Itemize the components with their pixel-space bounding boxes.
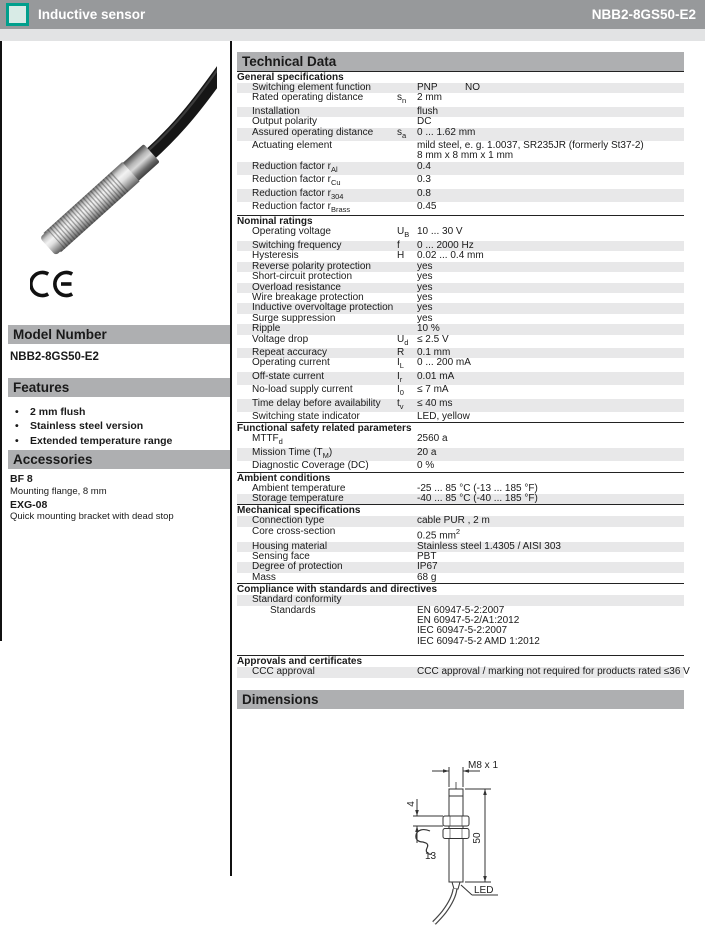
row-label: Ambient temperature bbox=[252, 482, 346, 494]
accessory-description: Quick mounting bracket with dead stop bbox=[10, 511, 174, 522]
table-row bbox=[237, 372, 684, 385]
row-value: 20 a bbox=[417, 446, 437, 458]
row-label: Reduction factor $r_{Brass}$ bbox=[252, 201, 351, 215]
row-label: Degree of protection bbox=[252, 561, 343, 573]
row-label: Output polarity bbox=[252, 116, 318, 128]
row-label: Reduction factor $r_{Al}$ bbox=[252, 160, 338, 174]
row-symbol bbox=[397, 202, 417, 215]
brand-square-icon bbox=[6, 3, 29, 26]
dim-nut-width-label: 4 bbox=[406, 800, 417, 807]
row-value: ≤ 2.5 V bbox=[417, 333, 449, 345]
row-label: $MTTF_d$ bbox=[252, 433, 283, 447]
table-row bbox=[237, 358, 684, 371]
row-value: 2 mm bbox=[417, 92, 442, 104]
row-label: CCC approval bbox=[252, 666, 315, 678]
row-symbol: $I_r$ bbox=[397, 370, 403, 384]
header-model-number: NBB2-8GS50-E2 bbox=[591, 7, 696, 22]
row-value: yes bbox=[417, 291, 433, 303]
row-label: Assured operating distance bbox=[252, 126, 374, 138]
row-label: Core cross-section bbox=[252, 525, 336, 537]
row-symbol: $I_0$ bbox=[397, 384, 404, 398]
row-label: Hysteresis bbox=[252, 250, 299, 262]
table-row bbox=[237, 175, 684, 188]
row-label: Mission Time $(T_M)$ bbox=[252, 446, 333, 460]
table-row bbox=[237, 189, 684, 202]
row-value: PNP NO bbox=[417, 82, 480, 93]
row-value: 0.01 mA bbox=[417, 370, 455, 382]
row-value: CCC approval / marking not required for products rated ≤36 V bbox=[417, 666, 690, 678]
accessory-description: Mounting flange, 8 mm bbox=[10, 485, 107, 497]
table-row bbox=[237, 434, 684, 447]
dimension-drawing bbox=[377, 739, 597, 925]
table-section-header: Mechanical specifications bbox=[237, 504, 684, 516]
row-label: Reduction factor $r_{304}$ bbox=[252, 187, 344, 201]
row-symbol: f bbox=[397, 239, 400, 251]
row-value: flush bbox=[417, 105, 439, 117]
row-label: Reverse polarity protection bbox=[252, 260, 371, 272]
row-value: 0.45 bbox=[417, 201, 437, 213]
row-label: Inductive overvoltage protection bbox=[252, 302, 394, 314]
row-value: 10 ... 30 V bbox=[417, 226, 463, 238]
table-row bbox=[237, 272, 684, 282]
row-symbol bbox=[397, 516, 417, 526]
left-edge-line bbox=[0, 41, 2, 641]
dimensions-heading: Dimensions bbox=[237, 690, 684, 709]
row-symbol: $s_a$ bbox=[397, 126, 407, 140]
feature-item: • Extended temperature range bbox=[10, 434, 228, 448]
accessory-name: EXG-08 bbox=[10, 498, 48, 511]
table-row bbox=[237, 162, 684, 175]
row-symbol: H bbox=[397, 250, 405, 262]
row-symbol bbox=[397, 303, 417, 313]
row-symbol bbox=[397, 314, 417, 324]
row-symbol bbox=[397, 667, 417, 677]
row-symbol bbox=[397, 412, 417, 422]
right-column bbox=[237, 41, 690, 930]
feature-item: • 2 mm flush bbox=[10, 405, 228, 419]
row-value: yes bbox=[417, 302, 433, 314]
table-row bbox=[237, 448, 684, 461]
row-symbol bbox=[397, 293, 417, 303]
table-row bbox=[237, 461, 684, 471]
table-row bbox=[237, 494, 684, 504]
product-photo bbox=[15, 45, 217, 267]
row-value: yes bbox=[417, 271, 433, 283]
row-label: Switching frequency bbox=[252, 239, 342, 251]
row-label: Off-state current bbox=[252, 370, 325, 382]
row-value: cable PUR , 2 m bbox=[417, 515, 490, 527]
row-symbol bbox=[397, 324, 417, 334]
table-section-header: Functional safety related parameters bbox=[237, 422, 684, 434]
row-label: Actuating element bbox=[252, 140, 333, 152]
ce-mark-icon bbox=[30, 269, 78, 299]
table-row bbox=[237, 141, 684, 162]
row-symbol bbox=[397, 562, 417, 572]
row-value: 0.4 bbox=[417, 160, 431, 172]
row-label: Sensing face bbox=[252, 550, 310, 562]
row-symbol bbox=[397, 573, 417, 583]
table-section-header: Compliance with standards and directives bbox=[237, 583, 684, 595]
model-number-heading: Model Number bbox=[8, 325, 230, 344]
table-row bbox=[237, 606, 684, 648]
dim-wrench-size-label: 13 bbox=[425, 850, 437, 862]
row-symbol bbox=[397, 162, 417, 175]
row-value: 0 ... 1.62 mm bbox=[417, 126, 476, 138]
row-value: 0 ... 200 mA bbox=[417, 357, 471, 369]
row-value: yes bbox=[417, 260, 433, 272]
accessory-name: BF 8 bbox=[10, 473, 33, 485]
page-title: Inductive sensor bbox=[38, 7, 146, 22]
row-label: No-load supply current bbox=[252, 384, 353, 396]
row-label: Surge suppression bbox=[252, 312, 336, 324]
row-value: 10 % bbox=[417, 323, 440, 335]
row-label: Mass bbox=[252, 571, 276, 583]
row-label: Reduction factor $r_{Cu}$ bbox=[252, 174, 341, 188]
row-value: PBT bbox=[417, 550, 437, 562]
row-symbol: R bbox=[397, 346, 405, 358]
table-row bbox=[237, 93, 684, 106]
row-label: Connection type bbox=[252, 515, 325, 527]
row-value: ≤ 40 ms bbox=[417, 397, 453, 409]
row-label: Time delay before availability bbox=[252, 397, 381, 409]
row-label: Installation bbox=[252, 105, 300, 117]
row-symbol: $U_B$ bbox=[397, 226, 410, 240]
row-value: DC bbox=[417, 116, 432, 128]
row-value: 0.25 $mm^2$ bbox=[417, 526, 461, 542]
row-value: 68 g bbox=[417, 571, 437, 583]
row-symbol bbox=[397, 434, 417, 447]
row-symbol bbox=[397, 552, 417, 562]
header-shadow-strip bbox=[0, 29, 705, 41]
accessories-heading: Accessories bbox=[8, 450, 230, 469]
row-symbol bbox=[397, 272, 417, 282]
row-label: Wire breakage protection bbox=[252, 291, 364, 303]
table-row bbox=[237, 202, 684, 215]
row-label: Standard conformity bbox=[252, 594, 342, 606]
table-row bbox=[237, 666, 690, 678]
row-label: Voltage drop bbox=[252, 333, 309, 345]
row-symbol bbox=[397, 484, 417, 494]
table-row bbox=[237, 227, 684, 240]
table-row bbox=[237, 412, 684, 422]
table-row bbox=[237, 128, 684, 141]
row-label: Diagnostic Coverage (DC) bbox=[252, 460, 369, 472]
row-symbol bbox=[397, 494, 417, 504]
row-symbol: $t_v$ bbox=[397, 397, 404, 411]
row-label: Short-circuit protection bbox=[252, 271, 353, 283]
row-label: Storage temperature bbox=[252, 493, 344, 504]
table-row bbox=[237, 385, 684, 398]
row-label: Ripple bbox=[252, 323, 281, 335]
dim-length-label: 50 bbox=[472, 832, 483, 844]
column-divider-line bbox=[230, 41, 232, 876]
table-row bbox=[237, 324, 684, 334]
row-value: 0.8 bbox=[417, 187, 431, 199]
row-symbol bbox=[397, 542, 417, 552]
dim-led-label: LED bbox=[474, 884, 494, 896]
row-symbol bbox=[397, 595, 417, 605]
technical-data-table bbox=[237, 71, 690, 678]
row-value: 0 ... 2000 Hz bbox=[417, 239, 474, 251]
row-value: 2560 a bbox=[417, 433, 448, 445]
table-row bbox=[237, 527, 684, 542]
row-label: Standards bbox=[270, 604, 316, 616]
features-list bbox=[10, 405, 228, 448]
accessories-list bbox=[10, 473, 228, 524]
model-number-value: NBB2-8GS50-E2 bbox=[10, 351, 99, 363]
row-value: ≤ 7 mA bbox=[417, 384, 449, 396]
row-label: Overload resistance bbox=[252, 281, 341, 293]
row-symbol bbox=[397, 141, 417, 162]
row-value: -25 ... 85 °C (-13 ... 185 °F) bbox=[417, 482, 538, 494]
row-value: 0 % bbox=[417, 460, 435, 472]
row-symbol bbox=[397, 189, 417, 202]
row-symbol: $U_d$ bbox=[397, 333, 409, 347]
table-section-header: Approvals and certificates bbox=[237, 655, 684, 667]
table-row bbox=[237, 399, 684, 412]
row-label: Housing material bbox=[252, 540, 328, 552]
row-value: IP67 bbox=[417, 561, 438, 573]
row-value: Stainless steel 1.4305 / AISI 303 bbox=[417, 540, 561, 552]
row-value: -40 ... 85 °C (-40 ... 185 °F) bbox=[417, 493, 538, 504]
row-value: LED, yellow bbox=[417, 410, 470, 422]
row-symbol bbox=[397, 262, 417, 272]
row-value: 0.02 ... 0.4 mm bbox=[417, 250, 484, 262]
row-label: Rated operating distance bbox=[252, 92, 364, 104]
row-label: Switching state indicator bbox=[252, 410, 360, 422]
row-label: Repeat accuracy bbox=[252, 346, 328, 358]
dim-thread-label: M8 x 1 bbox=[468, 759, 499, 771]
row-value: mild steel, e. g. 1.0037, SR235JR (formerly St37-2) 8 mm x 8 mm x 1 mm bbox=[417, 140, 644, 162]
row-symbol bbox=[397, 606, 417, 648]
row-value: 0.1 mm bbox=[417, 346, 451, 358]
row-symbol: $I_L$ bbox=[397, 357, 404, 371]
row-symbol bbox=[397, 175, 417, 188]
row-label: Switching element function bbox=[252, 82, 371, 93]
feature-item: • Stainless steel version bbox=[10, 419, 228, 433]
row-value: yes bbox=[417, 312, 433, 324]
row-symbol bbox=[397, 448, 417, 461]
row-value: yes bbox=[417, 281, 433, 293]
table-row bbox=[237, 335, 684, 348]
table-section-header: General specifications bbox=[237, 71, 684, 83]
row-symbol bbox=[397, 283, 417, 293]
table-section-header: Nominal ratings bbox=[237, 215, 684, 227]
row-symbol bbox=[397, 527, 417, 542]
row-label: Operating current bbox=[252, 357, 330, 369]
row-symbol bbox=[397, 107, 417, 117]
table-section-header: Ambient conditions bbox=[237, 472, 684, 484]
technical-data-heading: Technical Data bbox=[237, 52, 684, 71]
row-value: 0.3 bbox=[417, 174, 431, 186]
left-column bbox=[8, 41, 230, 661]
row-symbol: $s_n$ bbox=[397, 92, 407, 106]
page-header-bar bbox=[0, 0, 705, 29]
table-row bbox=[237, 562, 684, 572]
table-row bbox=[237, 314, 684, 324]
row-value: EN 60947-5-2:2007 EN 60947-5-2/A1:2012 IEC 60947-5-2:2007 IEC 60947-5-2 AMD 1:2012 bbox=[417, 604, 540, 647]
table-row bbox=[237, 573, 684, 583]
row-symbol bbox=[397, 461, 417, 471]
row-label: Operating voltage bbox=[252, 226, 331, 238]
features-heading: Features bbox=[8, 378, 230, 397]
